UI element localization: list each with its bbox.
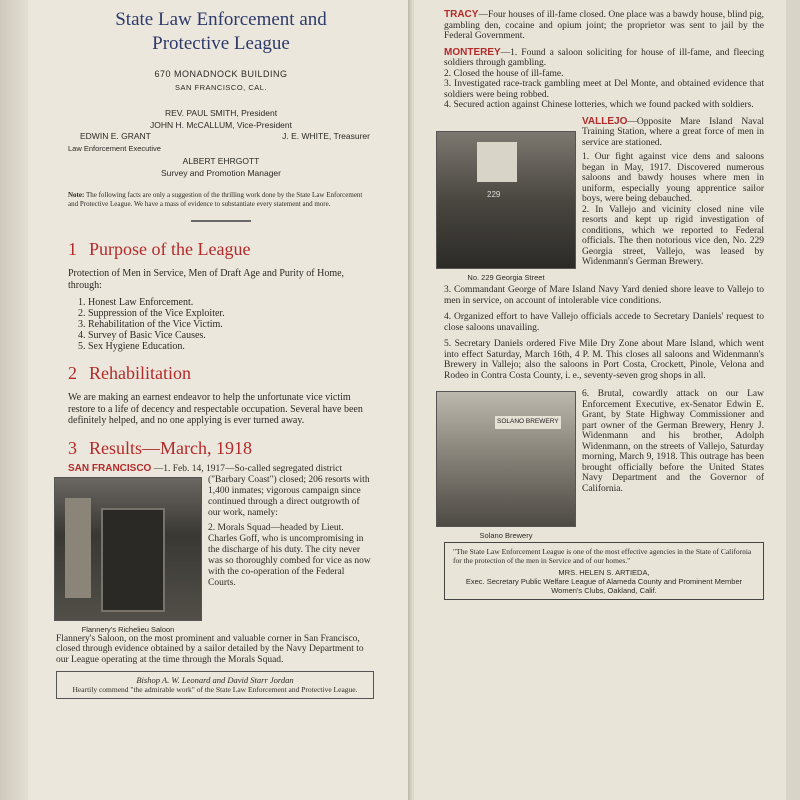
- section-2-heading: [68, 362, 374, 384]
- list-item: 4. Survey of Basic Vice Causes.: [78, 330, 374, 341]
- section-1-heading: [68, 238, 374, 260]
- door-number: 229: [487, 189, 501, 199]
- league-title: [68, 8, 374, 56]
- sf-paragraph-3: Flannery's Saloon, on the most prominent and valuable corner in San Francisco, closed through evidence obtained by a sailor detailed by the Navy Department to our League operating at the time through the Morals Squad.: [56, 633, 364, 665]
- endorsement-text: Heartily commend "the admirable work" of the State Law Enforcement and Protective League.: [72, 685, 358, 694]
- vallejo-item-1: 1. Our fight against vice dens and saloons began in May, 1917. Discovered numerous saloons and bawdy houses where men in uniform, especially young apprentice sailor boys, were being debauched.: [582, 152, 764, 204]
- section-number: 1: [68, 239, 77, 259]
- note-label: Note:: [68, 191, 85, 199]
- testimonial-quote: "The State Law Enforcement League is one of the most effective agencies in the State of California for the protection of the men in Service and of our homes.": [453, 546, 752, 565]
- vallejo-item-5: 5. Secretary Daniels ordered Five Mile Dry Zone about Mare Island, which went into effect Saturday, March 16th, 4 P. M. This closes all saloons and Widenmann's Brewery in Vallejo; also the saloons in Port Costa, Crockett, Pinole, Velona and Rodeo in Contra Costa County, i. e., seventy-seven grog shops in all.: [444, 339, 764, 381]
- section-results: [56, 437, 374, 700]
- address-line-1: 670 MONADNOCK BUILDING: [154, 69, 288, 79]
- testimonial-box: [444, 542, 764, 600]
- section-number: 2: [68, 363, 77, 383]
- section-title: Rehabilitation: [89, 363, 191, 383]
- monterey-block: [444, 48, 764, 111]
- section-3-heading: [68, 437, 374, 459]
- georgia-street-photo: [436, 131, 576, 269]
- monterey-item-1: —1. Found a saloon soliciting for house of ill-fame, and fleecing soldiers through gambling.: [444, 47, 764, 68]
- vallejo-item-2: 2. In Vallejo and vicinity closed nine vile resorts and kept up rigid investigation of conditions, which we reported to Federal officials. The then notorious vice den, No. 229 Georgia street, Vallejo, was leased by Widenmann's German Brewery.: [582, 204, 764, 267]
- officer-manager: ALBERT EHRGOTT: [182, 156, 260, 166]
- sf-block: [68, 463, 374, 634]
- right-page: [414, 0, 786, 800]
- monterey-item-3: 3. Investigated race-track gambling meet at Del Monte, and obtained evidence that soldiers were being robbed.: [444, 79, 764, 100]
- sf-paragraph-2: 2. Morals Squad—headed by Lieut. Charles Goff, who is uncompromising in the discharge of his duty. The city never was so thoroughly combed for vice as now with the co-operation of the Federal Courts.: [208, 522, 371, 588]
- testimonial-title: Exec. Secretary Public Welfare League of Alameda County and Prominent Member Women's Clubs, Oakland, Calif.: [465, 576, 743, 595]
- sf-heading: SAN FRANCISCO: [68, 462, 152, 474]
- page-edge: [0, 0, 28, 800]
- tracy-heading: TRACY: [444, 9, 479, 20]
- monterey-item-2: 2. Closed the house of ill-fame.: [444, 68, 564, 79]
- vallejo-item-3: 3. Commandant George of Mare Island Navy Yard denied shore leave to Vallejo to men in service, on account of intolerable vice conditions.: [444, 285, 764, 306]
- vallejo-item-6: 6. Brutal, cowardly attack on our Law Enforcement Executive, ex-Senator Edwin E. Grant, by State Highway Commissioner and part owner of the German Brewery, Henry J. Widenmann and his brother, Adolph Widenmann, on the streets of Vallejo, Saturday morning, March 9, 1918. This outrage has been brought officially before the United States Navy Department and the Governor of California.: [582, 389, 764, 494]
- left-page: [28, 0, 410, 800]
- endorsement-box: [56, 671, 374, 699]
- endorsement-names: Bishop A. W. Leonard and David Starr Jordan: [136, 675, 294, 685]
- list-item: 3. Rehabilitation of the Vice Victim.: [78, 319, 374, 330]
- divider-rule: [191, 220, 251, 222]
- solano-brewery-caption: Solano Brewery: [479, 531, 533, 540]
- officers-list: [68, 108, 374, 179]
- officer-manager-title: Survey and Promotion Manager: [160, 167, 281, 178]
- section-purpose: [68, 238, 374, 352]
- purpose-list: [68, 297, 374, 352]
- monterey-heading: MONTEREY: [444, 46, 501, 58]
- vallejo-block: [444, 115, 764, 540]
- section-rehabilitation: [68, 362, 374, 427]
- officer-executive: EDWIN E. GRANT: [80, 131, 151, 141]
- monterey-item-4: 4. Secured action against Chinese lotteries, which we found packed with soldiers.: [444, 100, 754, 110]
- note: [68, 191, 374, 208]
- officer-vice-president: JOHN H. McCALLUM, Vice-President: [149, 119, 293, 130]
- section-title: Purpose of the League: [89, 239, 251, 259]
- sf-photo-block: [68, 463, 202, 634]
- georgia-street-caption: No. 229 Georgia Street: [467, 272, 545, 282]
- officer-executive-title: Law Enforcement Executive: [68, 143, 161, 153]
- testimonial-name: MRS. HELEN S. ARTIEDA,: [558, 567, 650, 577]
- rehabilitation-text: We are making an earnest endeavor to help the unfortunate vice victim restore to a life of decency and respectable occupation. Several have been definitely helped, and no one applying is ever turned away.: [68, 392, 363, 426]
- address: [68, 68, 374, 94]
- list-item: 5. Sex Hygiene Education.: [78, 341, 374, 352]
- tracy-paragraph: [444, 10, 764, 42]
- saloon-photo-caption: Flannery's Richelieu Saloon: [81, 624, 175, 634]
- list-item: 2. Suppression of the Vice Exploiter.: [78, 308, 374, 319]
- section-number: 3: [68, 437, 77, 458]
- brewery-sign: SOLANO BREWERY: [495, 416, 561, 429]
- sf-paragraph-1: —1. Feb. 14, 1917—So-called segregated district ("Barbary Coast") closed; 206 resorts with 1,400 inmates; vigorous campaign since continued through a direct outgrowth of our work, namely:: [153, 463, 370, 518]
- title-line-2: Protective League: [152, 33, 290, 54]
- vallejo-item-4: 4. Organized effort to have Vallejo officials accede to Secretary Daniels' request to close saloons unavailing.: [444, 312, 764, 333]
- solano-brewery-photo-block: [436, 391, 576, 542]
- officer-president: REV. PAUL SMITH, President: [164, 108, 278, 118]
- vallejo-intro: —Opposite Mare Island Naval Training Station, where a great force of men in service are stationed.: [582, 116, 764, 148]
- solano-brewery-photo: [436, 391, 576, 527]
- saloon-photo: [54, 477, 202, 621]
- georgia-street-photo-block: [436, 131, 576, 284]
- vallejo-heading: VALLEJO: [582, 115, 628, 127]
- list-item: 1. Honest Law Enforcement.: [78, 297, 374, 308]
- tracy-text: —Four houses of ill-fame closed. One place was a bawdy house, blind pig, gambling den, cocaine and opium joint; the proprietor was sent to jail by the Federal Government.: [444, 10, 764, 41]
- officer-row: [68, 131, 374, 143]
- title-line-1: State Law Enforcement and: [115, 9, 327, 30]
- note-text: The following facts are only a suggestion of the thrilling work done by the State Law Enforcement and Protective League. We have a mass of evidence to substantiate every statement and more.: [68, 191, 363, 208]
- address-line-2: SAN FRANCISCO, CAL.: [174, 83, 267, 92]
- officer-treasurer: J. E. WHITE, Treasurer: [282, 131, 370, 141]
- purpose-intro: Protection of Men in Service, Men of Draft Age and Purity of Home, through:: [68, 268, 345, 291]
- section-title: Results—March, 1918: [89, 437, 252, 458]
